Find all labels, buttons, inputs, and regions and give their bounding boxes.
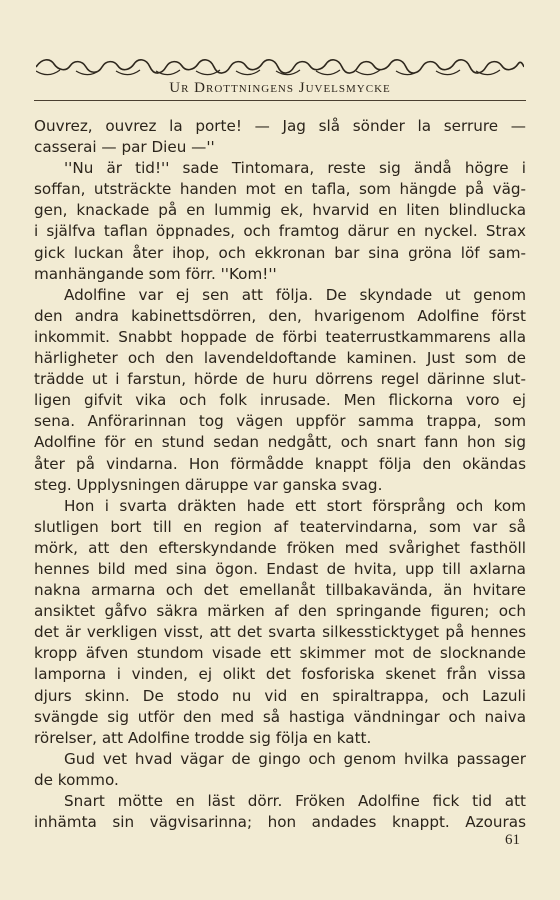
text-line: Ouvrez, ouvrez la porte! — Jag slå sönder la serrure — (34, 117, 526, 135)
text-line: ansiktet gåfvo säkra märken af den springande figuren; och (34, 602, 526, 621)
text-line: soffan, utsträckte handen mot en tafla, som hängde på väg- (34, 180, 526, 199)
text-line: Gud vet hvad vägar de gingo och genom hvilka passager (64, 749, 526, 768)
text-line: lamporna i vinden, ej olikt det fosforiska skenet från vissa (34, 665, 526, 684)
decorative-ornament-band (36, 56, 524, 78)
text-line: hennes bild med sina ögon. Endast de hvita, upp till axlarna (34, 559, 526, 578)
text-line: slutligen bort till en region af teatervindarna, som var så (34, 517, 526, 536)
text-line: kropp äfven stundom visade ett skimmer mot de slocknande (34, 644, 526, 663)
text-line: nakna armarna och det emellanåt tillbakavända, än hvitare (34, 581, 526, 600)
text-line: steg. Upplysningen däruppe var ganska svag. (34, 475, 383, 494)
text-line: gick luckan åter ihop, och ekkronan bar sina gröna löf sam- (34, 243, 526, 262)
text-line: Adolfine för en stund sedan nedgått, och snart fann hon sig (34, 433, 526, 452)
text-line: gen, knackade på en lummig ek, hvarvid en liten blindlucka (34, 201, 526, 220)
text-line: den andra kabinettsdörren, den, hvarigenom Adolfine först (34, 306, 526, 325)
text-line: Adolfine var ej sen att följa. De skyndade ut genom (64, 285, 526, 304)
text-line: ligen gifvit vika och folk inrusade. Men flickorna voro ej (34, 391, 526, 410)
text-line: Snart mötte en läst dörr. Fröken Adolfine fick tid att (64, 792, 526, 810)
text-line: de kommo. (34, 770, 119, 789)
running-head: Ur Drottningens Juvelsmycke (169, 80, 391, 96)
text-line: härligheter och den lavendeldoftande kaminen. Just som de (34, 349, 526, 368)
text-line: inhämta sin vägvisarinna; hon andades knappt. Azouras (34, 813, 526, 832)
text-line: manhängande som förr. ''Kom!'' (34, 264, 277, 283)
text-line: åter på vindarna. Hon förmådde knappt följa den okändas (34, 454, 526, 473)
text-line: Hon i svarta dräkten hade ett stort försprång och kom (64, 496, 526, 515)
header-rule (34, 100, 526, 101)
text-line: mörk, att den efterskyndande fröken med svårighet fasthöll (34, 538, 526, 557)
text-line: ''Nu är tid!'' sade Tintomara, reste sig ändå högre i (64, 159, 526, 178)
text-line: djurs skinn. De stodo nu vid en spiraltrappa, och Lazuli (34, 686, 526, 705)
text-line: casserai — par Dieu —'' (34, 138, 215, 157)
body-text (34, 116, 526, 833)
text-line: inkommit. Snabbt hoppade de förbi teaterrustkammarens alla (34, 327, 526, 346)
text-line: trädde ut i farstun, hörde de huru dörrens regel därinne slut- (34, 370, 526, 389)
text-line: svängde sig utför den med så hastiga vändningar och naiva (34, 707, 526, 726)
page-number: 61 (505, 832, 520, 848)
text-line: rörelser, att Adolfine trodde sig följa en katt. (34, 728, 372, 747)
text-line: det är verkligen visst, att det svarta silkessticktyget på hennes (34, 623, 526, 642)
text-line: sena. Anförarinnan tog vägen uppför samma trappa, som (34, 412, 526, 431)
text-line: i själfva taflan öppnades, och framtog därur en nyckel. Strax (34, 222, 526, 241)
